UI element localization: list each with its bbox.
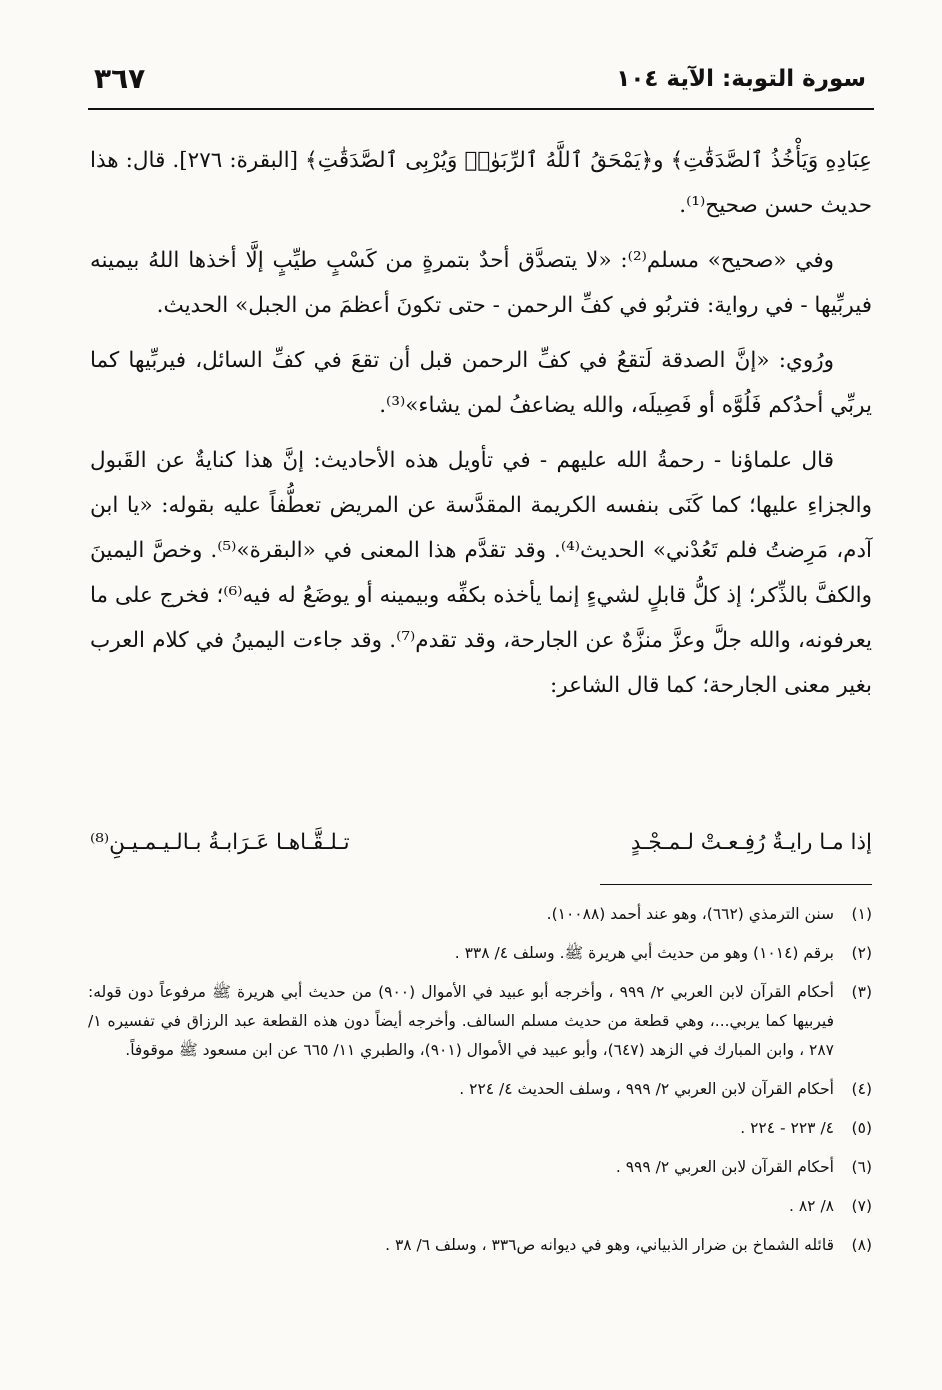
footnote-text: ٨/ ٨٢ . [789, 1197, 834, 1215]
footnote-separator [600, 884, 872, 885]
footnote [88, 939, 872, 968]
page-number: ٣٦٧ [94, 62, 146, 95]
footnote-number: (٣) [851, 983, 872, 1001]
footnote-text: ٤/ ٢٢٣ - ٢٢٤ . [740, 1119, 834, 1137]
verse-second-hemistich: تـلـقَّـاهـا عَـرَابـةُ بـالـيـمـيـنِ⁽⁸⁾ [90, 830, 350, 855]
footnote-text: أحكام القرآن لابن العربي ٢/ ٩٩٩ ، وسلف الحديث ٤/ ٢٢٤ . [459, 1080, 834, 1098]
footnote-number: (٥) [851, 1119, 872, 1137]
footnote-text: أحكام القرآن لابن العربي ٢/ ٩٩٩ ، وأخرجه أبو عبيد في الأموال (٩٠٠) من حديث أبي هريرة ﷺ مرفوعاً دون قوله: فيربيها كما يربي...، وهي قطعة من حديث مسلم السالف. وأخرجه أيضاً دون هذه القطعة عبد الرزاق في تفسيره ١/ ٢٨٧ ، وابن المبارك في الزهد (٦٤٧)، وأبو عبيد في الأموال (٩٠١)، والطبري ١١/ ٦٦٥ عن ابن مسعود ﷺ موقوفاً. [88, 983, 834, 1059]
main-text [90, 138, 872, 718]
footnote-text: سنن الترمذي (٦٦٢)، وهو عند أحمد (١٠٠٨٨). [546, 905, 834, 923]
footnote [88, 1192, 872, 1221]
footnotes [88, 900, 872, 1270]
running-title: سورة التوبة: الآية ١٠٤ [616, 66, 866, 92]
footnote-number: (١) [851, 905, 872, 923]
footnote-number: (٦) [851, 1158, 872, 1176]
footnote [88, 1153, 872, 1182]
paragraph: قال علماؤنا - رحمةُ الله عليهم - في تأويل هذه الأحاديث: إنَّ هذا كنايةٌ عن القَبول والجزاءِ عليها؛ كما كَنَى بنفسه الكريمة المقدَّسة عن المريض تعطُّفاً عليه بقوله: «يا ابن آدم، مَرِضتُ فلم تَعُدْني» الحديث⁽⁴⁾. وقد تقدَّم هذا المعنى في «البقرة»⁽⁵⁾. وخصَّ اليمينَ والكفَّ بالذِّكر؛ إذ كلُّ قابلٍ لشيءٍ إنما يأخذه بكفِّه وبيمينه أو يوضَعُ له فيه⁽⁶⁾؛ فخرج على ما يعرفونه، والله جلَّ وعزَّ منزَّهٌ عن الجارحة، وقد تقدم⁽⁷⁾. وقد جاءت اليمينُ في كلام العرب بغير معنى الجارحة؛ كما قال الشاعر: [90, 448, 873, 698]
paragraph: وفي «صحيح» مسلم⁽²⁾: «لا يتصدَّق أحدٌ بتمرةٍ من كَسْبٍ طيِّبٍ إلَّا أخذها اللهُ بيمينه فيربِّيها - في رواية: فتربُو في كفِّ الرحمن - حتى تكونَ أعظمَ من الجبل» الحديث. [90, 248, 872, 318]
verse-first-hemistich: إذا مـا رايـةٌ رُفِـعـتْ لـمـجْـدٍ [630, 830, 872, 855]
footnote-text: برقم (١٠١٤) وهو من حديث أبي هريرة ﷺ. وسلف ٤/ ٣٣٨ . [454, 944, 834, 962]
footnote-number: (٧) [851, 1197, 872, 1215]
footnote-number: (٤) [851, 1080, 872, 1098]
footnote [88, 1114, 872, 1143]
footnote [88, 900, 872, 929]
footnote [88, 1231, 872, 1260]
footnote-number: (٨) [851, 1236, 872, 1254]
footnote [88, 978, 872, 1065]
poetry-verse [90, 820, 872, 866]
footnote-text: قائله الشماخ بن ضرار الذبياني، وهو في ديوانه ص٣٣٦ ، وسلف ٦/ ٣٨ . [385, 1236, 834, 1254]
footnote [88, 1075, 872, 1104]
footnote-number: (٢) [851, 944, 872, 962]
footnote-text: أحكام القرآن لابن العربي ٢/ ٩٩٩ . [615, 1158, 834, 1176]
paragraph: ورُوي: «إنَّ الصدقة لَتقعُ في كفِّ الرحمن قبل أن تقعَ في كفِّ السائل، فيربِّيها كما يربِّي أحدُكم فَلُوَّه أو فَصِيلَه، والله يضاعفُ لمن يشاء»⁽³⁾. [90, 348, 872, 418]
page-header [88, 62, 874, 110]
paragraph: عِبَادِهِ وَيَأْخُذُ ٱلصَّدَقَٰتِ﴾ و﴿يَمْحَقُ ٱللَّهُ ٱلرِّبَوٰا۟ وَيُرْبِى ٱلصَّدَقَٰتِ﴾ [البقرة: ٢٧٦]. قال: هذا حديث حسن صحيح⁽¹⁾. [90, 148, 872, 218]
